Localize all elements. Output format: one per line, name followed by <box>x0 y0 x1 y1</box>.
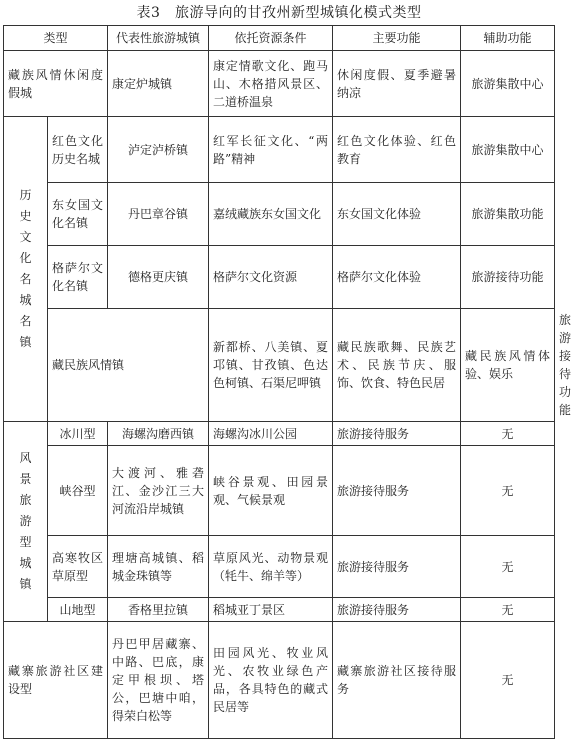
resources-cell: 康定情歌文化、跑马山、木格措风景区、二道桥温泉 <box>209 51 333 117</box>
header-main-function: 主要功能 <box>333 26 461 51</box>
resources-cell: 田园风光、牧业风光、农牧业绿色产品，各具特色的藏式民居等 <box>209 622 333 739</box>
resources-cell: 嘉绒藏族东女国文化 <box>209 183 333 246</box>
towns-cell: 新都桥、八美镇、夏邛镇、甘孜镇、色达色柯镇、石渠尼呷镇 <box>209 309 333 422</box>
aux-function-cell: 旅游集散中心 <box>461 117 555 183</box>
type-cell: 高寒牧区草原型 <box>48 536 108 598</box>
resources-cell: 草原风光、动物景观（牦牛、绵羊等） <box>209 536 333 598</box>
group-label-scenic <box>4 422 48 622</box>
table-row <box>4 246 555 309</box>
table-row <box>4 51 555 117</box>
aux-function-cell: 无 <box>461 422 555 446</box>
group-label-history <box>4 117 48 422</box>
main-function-cell: 旅游接待服务 <box>333 446 461 536</box>
table-row <box>4 622 555 739</box>
resources-cell: 红军长征文化、“两路”精神 <box>209 117 333 183</box>
resources-cell: 藏民族歌舞、民族艺术、民族节庆、服饰、饮食、特色民居 <box>333 309 461 422</box>
group-label-text: 风景旅游型城镇 <box>19 451 32 591</box>
main-function-cell: 旅游接待服务 <box>333 422 461 446</box>
header-type: 类型 <box>4 26 108 51</box>
type-cell: 格萨尔文化名镇 <box>48 246 108 309</box>
towns-cell: 香格里拉镇 <box>108 598 209 622</box>
type-cell: 冰川型 <box>48 422 108 446</box>
aux-function-cell: 旅游集散功能 <box>461 183 555 246</box>
resources-cell: 海螺沟冰川公园 <box>209 422 333 446</box>
towns-cell: 丹巴甲居藏寨、中路、巴底，康定甲根坝、塔公，巴塘中咱，得荣白松等 <box>108 622 209 739</box>
type-cell: 藏族风情休闲度假城 <box>4 51 108 117</box>
header-row <box>4 26 555 51</box>
table-row <box>4 446 555 536</box>
table-row <box>4 598 555 622</box>
aux-function-cell: 旅游集散中心 <box>461 51 555 117</box>
aux-function-cell: 无 <box>461 598 555 622</box>
type-cell: 藏民族风情镇 <box>48 309 209 422</box>
main-function-cell: 藏寨旅游社区接待服务 <box>333 622 461 739</box>
header-towns: 代表性旅游城镇 <box>108 26 209 51</box>
table-row: 藏民族风情镇 新都桥、八美镇、夏邛镇、甘孜镇、色达色柯镇、石渠尼呷镇 藏民族歌舞、民族艺术、民族节庆、服饰、饮食、特色民居 藏民族风情体验、娱乐 旅游接待功能 <box>4 309 555 422</box>
aux-function-cell: 无 <box>461 622 555 739</box>
resources-cell: 峡谷景观、田园景观、气候景观 <box>209 446 333 536</box>
towns-cell: 德格更庆镇 <box>108 246 209 309</box>
towns-cell: 泸定泸桥镇 <box>108 117 209 183</box>
resources-cell: 格萨尔文化资源 <box>209 246 333 309</box>
resources-cell: 稻城亚丁景区 <box>209 598 333 622</box>
type-cell: 山地型 <box>48 598 108 622</box>
main-function-cell: 藏民族风情体验、娱乐 <box>461 309 555 422</box>
table-row <box>4 117 555 183</box>
table-row <box>4 422 555 446</box>
header-resources: 依托资源条件 <box>209 26 333 51</box>
type-cell: 峡谷型 <box>48 446 108 536</box>
table-row <box>4 536 555 598</box>
towns-cell: 海螺沟磨西镇 <box>108 422 209 446</box>
type-cell: 红色文化历史名城 <box>48 117 108 183</box>
table-row <box>4 183 555 246</box>
aux-function-cell: 无 <box>461 446 555 536</box>
main-function-cell: 红色文化体验、红色教育 <box>333 117 461 183</box>
towns-cell: 大渡河、雅砻江、金沙江三大河流沿岸城镇 <box>108 446 209 536</box>
table-caption: 表3 旅游导向的甘孜州新型城镇化模式类型 <box>136 5 422 21</box>
group-label-text: 历史文化名城名镇 <box>19 188 32 349</box>
towns-cell: 康定炉城镇 <box>108 51 209 117</box>
main-function-cell: 旅游接待服务 <box>333 536 461 598</box>
aux-function-cell: 无 <box>461 536 555 598</box>
main-function-cell: 格萨尔文化体验 <box>333 246 461 309</box>
towns-cell: 丹巴章谷镇 <box>108 183 209 246</box>
type-cell: 藏寨旅游社区建设型 <box>4 622 108 739</box>
header-aux-function: 辅助功能 <box>461 26 555 51</box>
urbanization-mode-table <box>3 25 571 739</box>
main-function-cell: 东女国文化体验 <box>333 183 461 246</box>
type-cell: 东女国文化名镇 <box>48 183 108 246</box>
aux-function-cell: 旅游接待功能 <box>461 246 555 309</box>
main-function-cell: 旅游接待服务 <box>333 598 461 622</box>
towns-cell: 理塘高城镇、稻城金珠镇等 <box>108 536 209 598</box>
main-function-cell: 休闲度假、夏季避暑纳凉 <box>333 51 461 117</box>
